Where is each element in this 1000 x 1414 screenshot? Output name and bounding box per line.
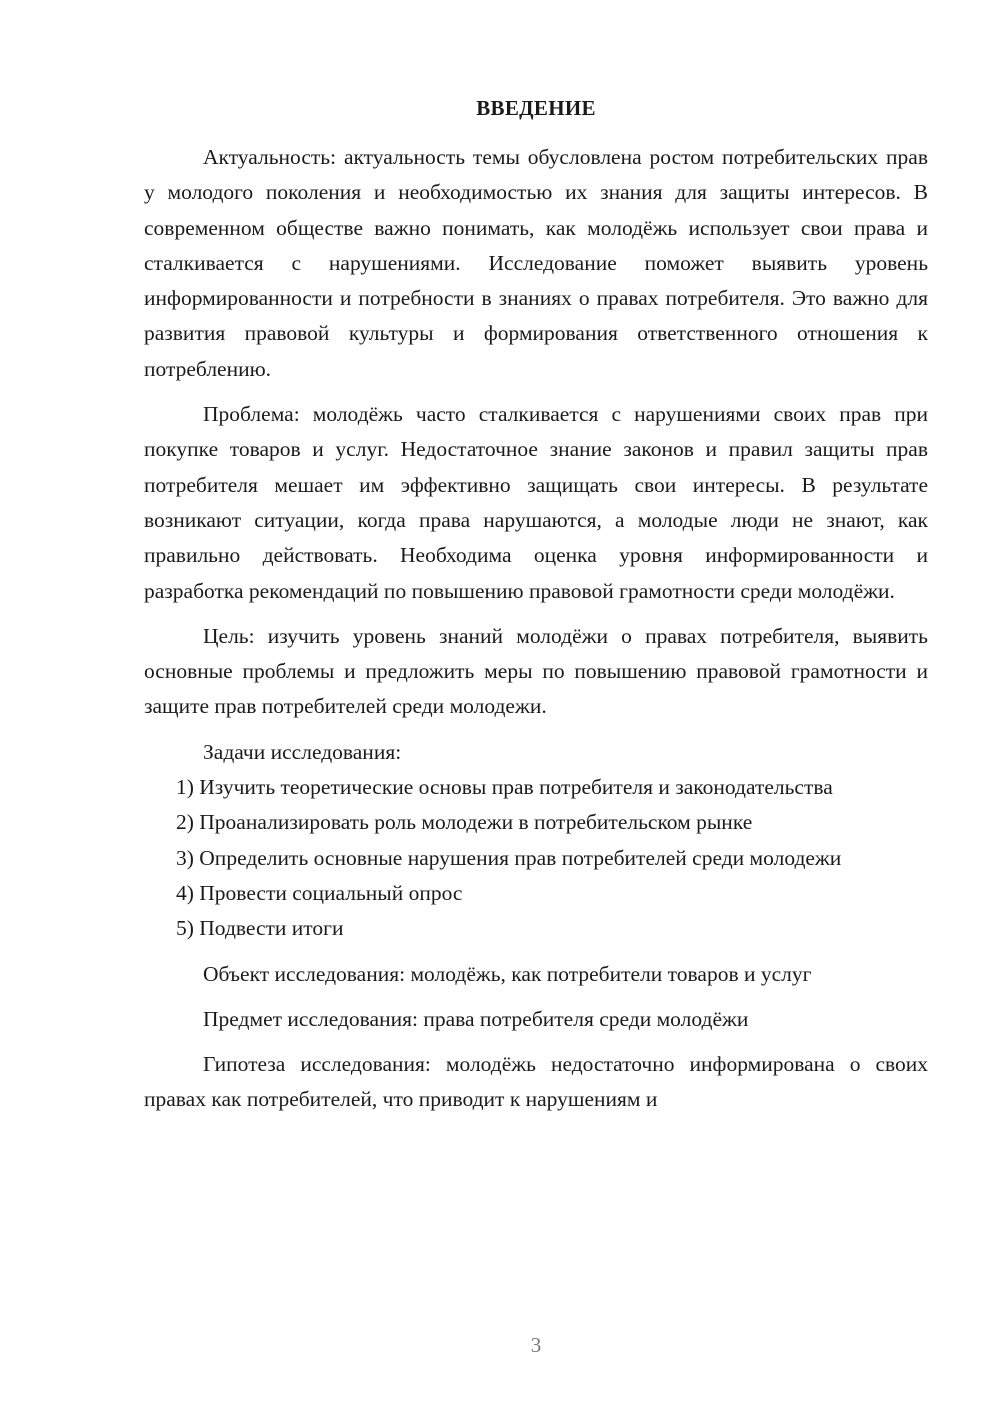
subject-paragraph: Предмет исследования: права потребителя среди молодёжи bbox=[203, 1006, 749, 1031]
task-item: 5) Подвести итоги bbox=[176, 916, 344, 941]
tasks-intro: Задачи исследования: bbox=[203, 739, 402, 764]
actuality-paragraph: Актуальность: актуальность темы обусловлена ростом потребительских прав у молодого поколения и необходимостью их знания для защиты интересов. В современном обществе важно понимать, как молодёжь использует свои права и сталкивается с нарушениями. Исследование поможет выявить уровень информированности и потребности в знаниях о правах потребителя. Это важно для развития правовой культуры и формирования ответственного отношения к потреблению. bbox=[144, 145, 928, 381]
task-item: 1) Изучить теоретические основы прав потребителя и законодательства bbox=[176, 775, 833, 800]
hypothesis-paragraph: Гипотеза исследования: молодёжь недостаточно информирована о своих правах как потребителей, что приводит к нарушениям и bbox=[144, 1052, 928, 1112]
task-item: 2) Проанализировать роль молодежи в потребительском рынке bbox=[176, 810, 753, 835]
problem-paragraph: Проблема: молодёжь часто сталкивается с нарушениями своих прав при покупке товаров и услуг. Недостаточное знание законов и правил защиты прав потребителя мешает им эффективно защищать свои интересы. В результате возникают ситуации, когда права нарушаются, а молодые люди не знают, как правильно действовать. Необходима оценка уровня информированности и разработка рекомендаций по повышению правовой грамотности среди молодёжи. bbox=[144, 402, 928, 603]
tasks-list bbox=[144, 770, 928, 946]
page-number: 3 bbox=[530, 1333, 542, 1357]
task-item: 3) Определить основные нарушения прав потребителей среди молодежи bbox=[176, 845, 842, 870]
goal-paragraph: Цель: изучить уровень знаний молодёжи о правах потребителя, выявить основные проблемы и предложить меры по повышению правовой грамотности и защите прав потребителей среди молодежи. bbox=[144, 623, 928, 719]
object-paragraph: Объект исследования: молодёжь, как потребители товаров и услуг bbox=[203, 961, 812, 986]
task-item: 4) Провести социальный опрос bbox=[176, 880, 463, 905]
page-content bbox=[144, 140, 928, 1118]
section-heading: ВВЕДЕНИЕ bbox=[476, 96, 596, 120]
